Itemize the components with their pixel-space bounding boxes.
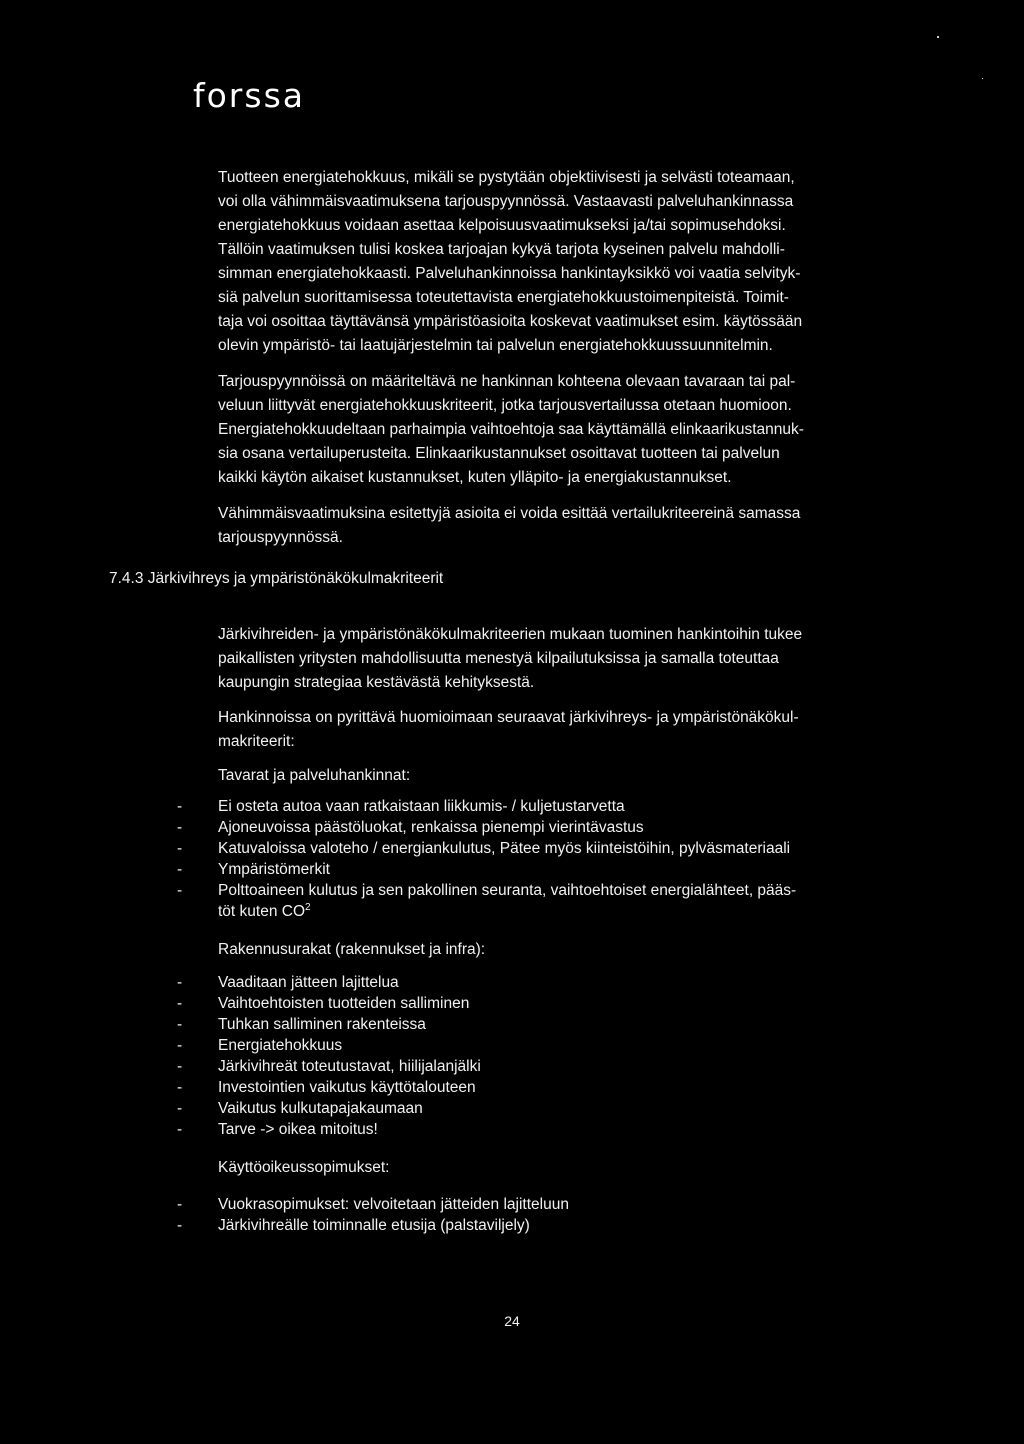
list-item (177, 817, 907, 838)
dash-bullet: - (177, 1058, 183, 1075)
text-line: sia osana vertailuperusteita. Elinkaarikustannukset osoittavat tuotteen tai palvelun (218, 445, 780, 462)
list-item (177, 972, 907, 993)
dash-bullet: - (177, 1016, 183, 1033)
list-item-text: Tuhkan salliminen rakenteissa (218, 1016, 426, 1033)
text-line: paikallisten yritysten mahdollisuutta menestyä kilpailutuksissa ja samalla toteuttaa (218, 650, 779, 667)
list-item-text: Energiatehokkuus (218, 1037, 343, 1054)
text-line: taja voi osoittaa täyttävänsä ympäristöasioita koskevat vaatimukset esim. käytössään (218, 313, 803, 330)
usage-rights-label: Käyttöoikeussopimukset: (218, 1159, 390, 1176)
list-item (177, 859, 907, 880)
scan-speck (982, 78, 983, 79)
list-item-text: Järkivihreälle toiminnalle etusija (palstaviljely) (218, 1217, 530, 1234)
paragraph-green-criteria-intro (218, 623, 918, 695)
text-line: simman energiatehokkaasti. Palveluhankinnoissa hankintayksikkö voi vaatia selvityk- (218, 265, 801, 282)
list-item-text-continued (218, 901, 907, 922)
list-item-text: Tarve -> oikea mitoitus! (218, 1121, 378, 1138)
forssa-logo: forssa (193, 76, 305, 115)
page-number: 24 (504, 1313, 520, 1329)
list-item (177, 1077, 907, 1098)
list-item-text: Vaihtoehtoisten tuotteiden salliminen (218, 995, 470, 1012)
list-item-text: Ajoneuvoissa päästöluokat, renkaissa pienempi vierintävastus (218, 819, 644, 836)
list-item-text: Ei osteta autoa vaan ratkaistaan liikkumis- / kuljetustarvetta (218, 798, 625, 815)
dash-bullet: - (177, 1037, 183, 1054)
list-item-text: Ympäristömerkit (218, 861, 330, 878)
paragraph-minimum-requirements (218, 502, 918, 550)
text-line: veluun liittyvät energiatehokkuuskriteerit, jotka tarjousvertailussa otetaan huomioon. (218, 397, 792, 414)
text-line: Tuotteen energiatehokkuus, mikäli se pystytään objektiivisesti ja selvästi toteamaan, (218, 169, 795, 186)
text-line: makriteerit: (218, 733, 295, 750)
text-line: siä palvelun suorittamisessa toteutettavista energiatehokkuustoimenpiteistä. Toimit- (218, 289, 789, 306)
dash-bullet: - (177, 798, 183, 815)
co2-superscript: 2 (305, 901, 311, 913)
dash-bullet: - (177, 1100, 183, 1117)
construction-list (177, 972, 907, 1140)
co2-text: töt kuten CO (218, 903, 306, 920)
text-line: kaupungin strategiaa kestävästä kehityksestä. (218, 674, 535, 691)
text-line: Tällöin vaatimuksen tulisi koskea tarjoajan kykyä tarjota kyseinen palvelu mahdolli- (218, 241, 785, 258)
dash-bullet: - (177, 1196, 183, 1213)
paragraph-tender-criteria (218, 370, 918, 490)
text-line: kaikki käytön aikaiset kustannukset, kuten ylläpito- ja energiakustannukset. (218, 469, 732, 486)
text-line: tarjouspyynnössä. (218, 529, 343, 546)
paragraph-energy-efficiency (218, 166, 918, 358)
goods-services-list (177, 796, 907, 922)
list-item-text: Vuokrasopimukset: velvoitetaan jätteiden lajitteluun (218, 1196, 569, 1213)
text-line: Energiatehokkuudeltaan parhaimpia vaihtoehtoja saa käyttämällä elinkaarikustannuk- (218, 421, 804, 438)
paragraph-green-criteria-list-intro (218, 706, 918, 754)
list-item-text: Vaaditaan jätteen lajittelua (218, 974, 399, 991)
list-item-text: Vaikutus kulkutapajakaumaan (218, 1100, 423, 1117)
usage-rights-list (177, 1194, 907, 1236)
text-line: Tarjouspyynnöissä on määriteltävä ne hankinnan kohteena olevaan tavaraan tai pal- (218, 373, 796, 390)
dash-bullet: - (177, 1079, 183, 1096)
dash-bullet: - (177, 840, 183, 857)
construction-label: Rakennusurakat (rakennukset ja infra): (218, 941, 486, 958)
section-heading: 7.4.3 Järkivihreys ja ympäristönäkökulmakriteerit (109, 570, 444, 587)
list-item (177, 1035, 907, 1056)
dash-bullet: - (177, 882, 183, 899)
dash-bullet: - (177, 1121, 183, 1138)
dash-bullet: - (177, 819, 183, 836)
list-item (177, 838, 907, 859)
list-item (177, 1056, 907, 1077)
dash-bullet: - (177, 974, 183, 991)
text-line: olevin ympäristö- tai laatujärjestelmin tai palvelun energiatehokkuussuunnitelmin. (218, 337, 773, 354)
text-line: Hankinnoissa on pyrittävä huomioimaan seuraavat järkivihreys- ja ympäristönäkökul- (218, 709, 799, 726)
list-item (177, 880, 907, 922)
text-line: voi olla vähimmäisvaatimuksena tarjouspyynnössä. Vastaavasti palveluhankinnassa (218, 193, 794, 210)
list-item (177, 993, 907, 1014)
list-item-text: Järkivihreät toteutustavat, hiilijalanjälki (218, 1058, 481, 1075)
dash-bullet: - (177, 995, 183, 1012)
goods-services-label: Tavarat ja palveluhankinnat: (218, 767, 411, 784)
list-item-text: Polttoaineen kulutus ja sen pakollinen seuranta, vaihtoehtoiset energialähteet, pääs- (218, 882, 797, 899)
list-item (177, 1014, 907, 1035)
dash-bullet: - (177, 1217, 183, 1234)
list-item-text: Katuvaloissa valoteho / energiankulutus, Pätee myös kiinteistöihin, pylväsmateriaali (218, 840, 791, 857)
text-line: Vähimmäisvaatimuksina esitettyjä asioita ei voida esittää vertailukriteereinä samassa (218, 505, 801, 522)
scan-speck (937, 36, 939, 38)
list-item (177, 1194, 907, 1215)
list-item (177, 1119, 907, 1140)
text-line: energiatehokkuus voidaan asettaa kelpoisuusvaatimukseksi ja/tai sopimusehdoksi. (218, 217, 786, 234)
list-item (177, 1098, 907, 1119)
list-item (177, 1215, 907, 1236)
list-item-text: Investointien vaikutus käyttötalouteen (218, 1079, 476, 1096)
dash-bullet: - (177, 861, 183, 878)
text-line: Järkivihreiden- ja ympäristönäkökulmakriteerien mukaan tuominen hankintoihin tukee (218, 626, 803, 643)
list-item (177, 796, 907, 817)
